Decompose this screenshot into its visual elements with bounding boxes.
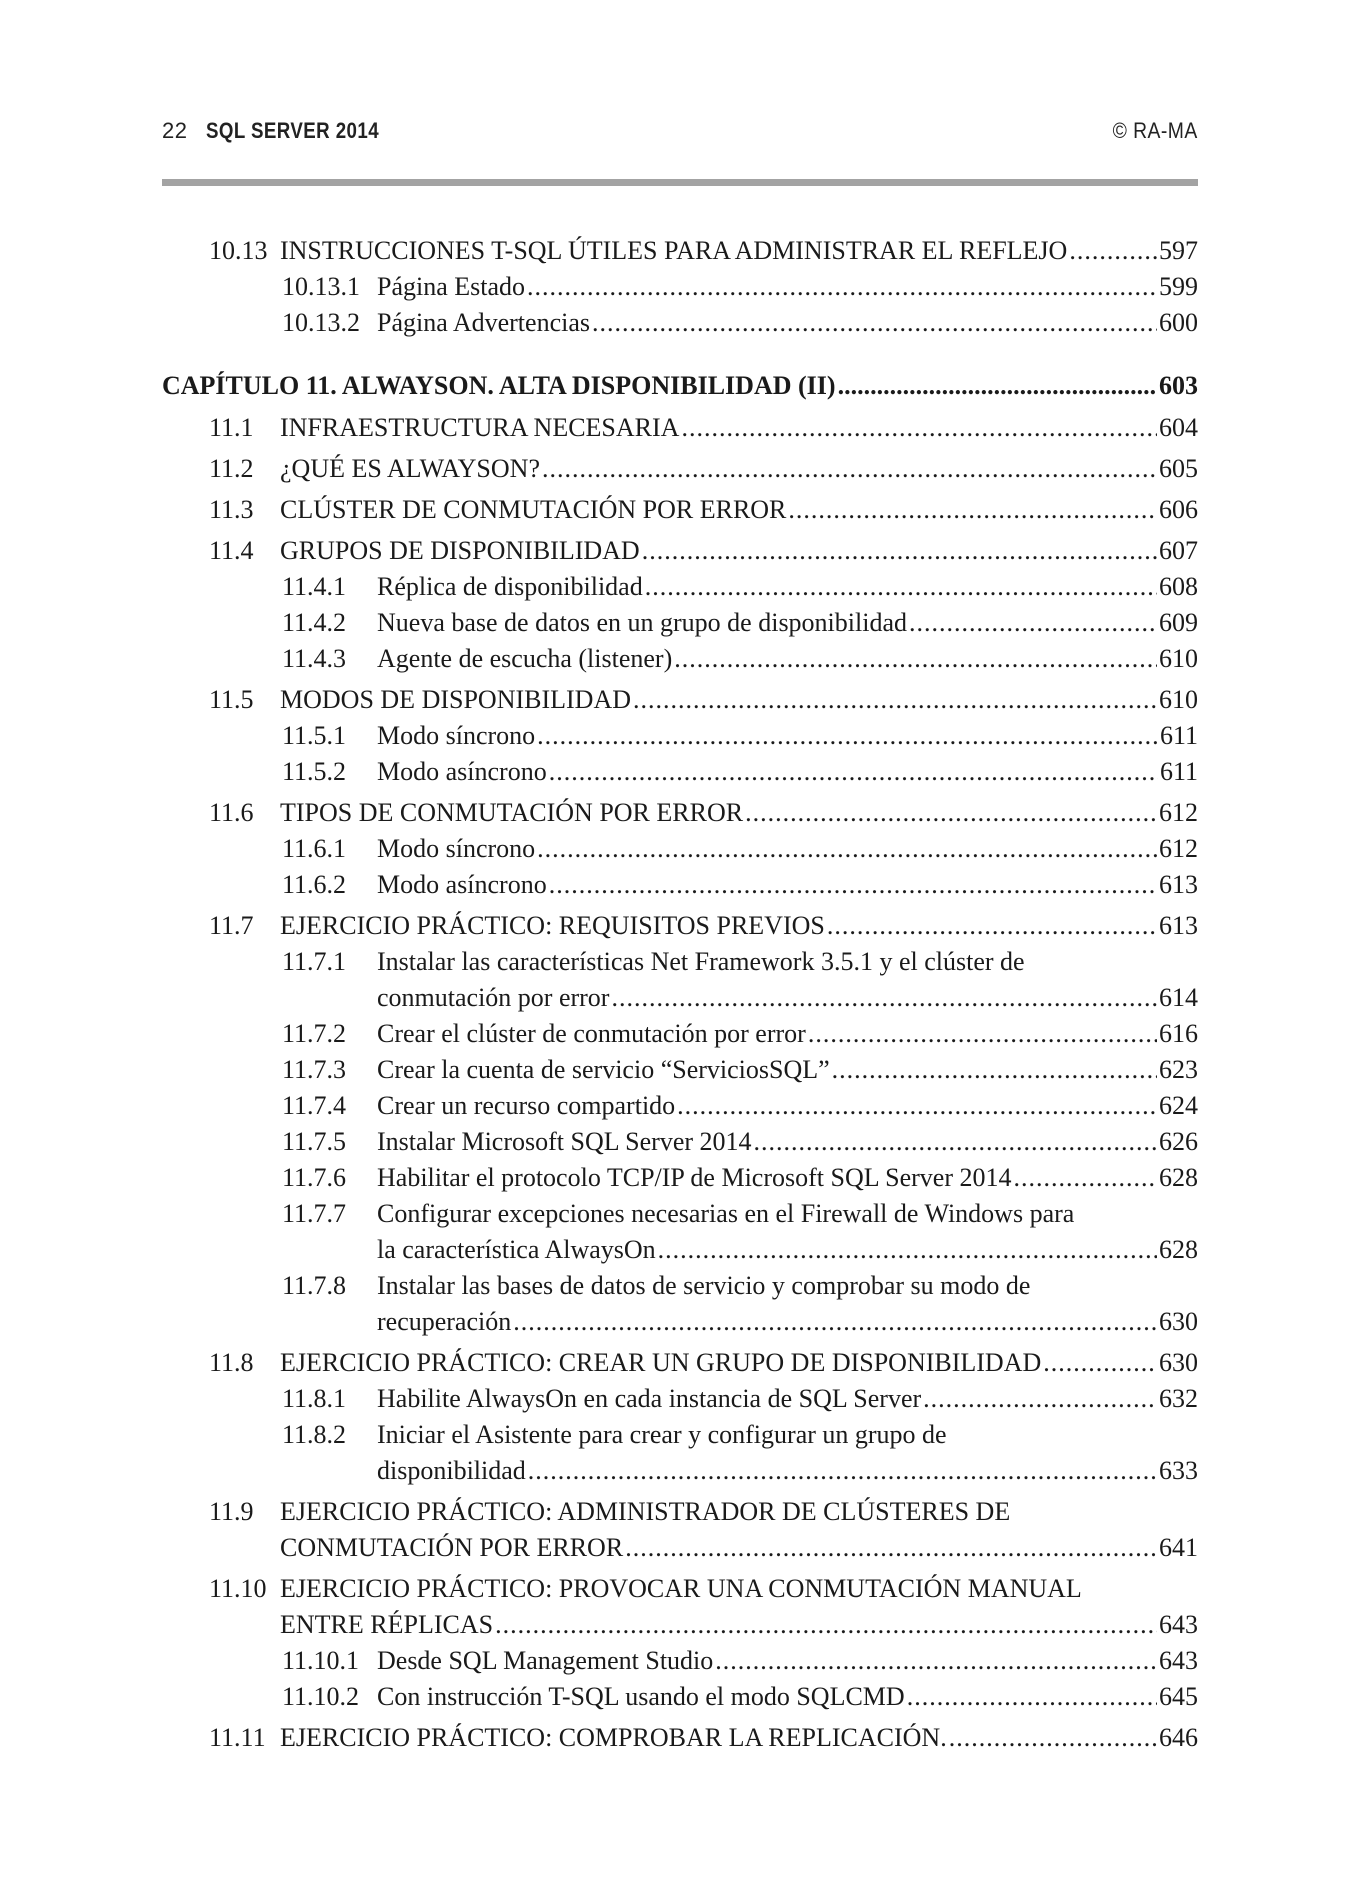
toc-line	[280, 233, 1198, 269]
toc-page: 646	[1159, 1723, 1198, 1752]
dot-leader	[549, 867, 1157, 903]
toc-page: 613	[1159, 870, 1198, 899]
toc-number: 11.7.5	[282, 1127, 347, 1156]
toc-number: 10.13.1	[282, 272, 360, 301]
toc-page: 643	[1159, 1646, 1198, 1675]
toc-line	[280, 908, 1198, 944]
dot-leader	[754, 1124, 1157, 1160]
dot-leader	[1043, 1345, 1157, 1381]
toc-title: MODOS DE DISPONIBILIDAD	[280, 685, 631, 714]
publisher-mark: © RA-MA	[1112, 118, 1198, 143]
toc-title: Modo asíncrono	[377, 757, 547, 786]
toc-title: Modo asíncrono	[377, 870, 547, 899]
toc-line	[280, 1607, 1198, 1643]
dot-leader	[674, 641, 1157, 677]
toc-line	[377, 269, 1198, 305]
toc-number: 11.2	[209, 454, 254, 483]
toc-title: Página Advertencias	[377, 308, 590, 337]
running-head	[162, 118, 1198, 148]
toc-number: 11.7.6	[282, 1163, 347, 1192]
toc-line	[377, 867, 1198, 903]
dot-leader	[495, 1607, 1157, 1643]
toc-title: EJERCICIO PRÁCTICO: REQUISITOS PREVIOS	[280, 911, 825, 940]
toc-line	[377, 1679, 1198, 1715]
toc-title: Página Estado	[377, 272, 526, 301]
toc-title: INFRAESTRUCTURA NECESARIA	[280, 413, 680, 442]
toc-page: 616	[1159, 1019, 1198, 1048]
toc-title: Réplica de disponibilidad	[377, 572, 643, 601]
toc-number: 11.10	[209, 1574, 267, 1603]
toc-page: 628	[1159, 1163, 1198, 1192]
chapter-title: CAPÍTULO 11. ALWAYSON. ALTA DISPONIBILIDAD (II)	[162, 371, 836, 400]
toc-number: 11.4.1	[282, 572, 347, 601]
toc-line	[280, 1571, 1198, 1607]
toc-number: 11.5	[209, 685, 254, 714]
toc-number: 11.4	[209, 536, 254, 565]
toc-page: 643	[1159, 1610, 1198, 1639]
toc-number: 11.9	[209, 1497, 254, 1526]
toc-title: Modo síncrono	[377, 721, 536, 750]
toc-number: 10.13	[209, 236, 268, 265]
dot-leader	[1014, 1160, 1158, 1196]
toc-line	[377, 1417, 1198, 1453]
toc-page: 628	[1159, 1235, 1198, 1264]
toc-page: 641	[1159, 1533, 1198, 1562]
toc-page: 645	[1159, 1682, 1198, 1711]
toc-page: 606	[1159, 495, 1198, 524]
toc-line	[377, 1268, 1198, 1304]
dot-leader	[542, 451, 1157, 487]
toc-line	[377, 1016, 1198, 1052]
toc-page: 624	[1159, 1091, 1198, 1120]
toc-line	[377, 831, 1198, 867]
toc-page: 633	[1159, 1456, 1198, 1485]
toc-title: recuperación	[377, 1307, 512, 1336]
toc-title: ¿QUÉ ES ALWAYSON?	[280, 454, 540, 483]
toc-title: conmutación por error	[377, 983, 610, 1012]
toc-line	[280, 1530, 1198, 1566]
dot-leader	[827, 908, 1157, 944]
toc-line	[377, 605, 1198, 641]
toc-page: 610	[1159, 644, 1198, 673]
dot-leader	[633, 682, 1157, 718]
dot-leader	[528, 1453, 1157, 1489]
toc-line	[377, 569, 1198, 605]
dot-leader	[527, 269, 1157, 305]
toc-number: 11.1	[209, 413, 254, 442]
dot-leader	[513, 1304, 1157, 1340]
toc-line	[377, 1124, 1198, 1160]
toc-title: EJERCICIO PRÁCTICO: CREAR UN GRUPO DE DISPONIBILIDAD	[280, 1348, 1042, 1377]
dot-leader	[838, 368, 1157, 404]
toc-number: 11.10.2	[282, 1682, 360, 1711]
toc-line	[377, 641, 1198, 677]
toc-line	[280, 1720, 1198, 1756]
toc-page: 600	[1159, 308, 1198, 337]
toc-page: 605	[1159, 454, 1198, 483]
dot-leader	[949, 1720, 1157, 1756]
dot-leader	[611, 980, 1157, 1016]
toc-page: 630	[1159, 1348, 1198, 1377]
dot-leader	[677, 1088, 1157, 1124]
toc-title: INSTRUCCIONES T-SQL ÚTILES PARA ADMINISTRAR EL REFLEJO	[280, 236, 1068, 265]
book-title: SQL SERVER 2014	[206, 118, 380, 143]
toc-number: 11.7.1	[282, 947, 347, 976]
toc-page: 613	[1159, 911, 1198, 940]
toc-title: GRUPOS DE DISPONIBILIDAD	[280, 536, 640, 565]
toc-line	[280, 492, 1198, 528]
toc-number: 11.4.3	[282, 644, 347, 673]
toc-page: 614	[1159, 983, 1198, 1012]
toc-line	[280, 410, 1198, 446]
dot-leader	[909, 605, 1157, 641]
toc-page: 603	[1159, 371, 1198, 400]
toc-page: 632	[1159, 1384, 1198, 1413]
dot-leader	[625, 1530, 1157, 1566]
toc-line	[377, 980, 1198, 1016]
dot-leader	[907, 1679, 1157, 1715]
toc-number: 11.11	[209, 1723, 266, 1752]
toc-number: 10.13.2	[282, 308, 360, 337]
toc-number: 11.3	[209, 495, 254, 524]
toc-number: 11.10.1	[282, 1646, 360, 1675]
toc-number: 11.7.7	[282, 1199, 347, 1228]
toc-number: 11.5.2	[282, 757, 347, 786]
toc-line	[377, 305, 1198, 341]
toc-title: CONMUTACIÓN POR ERROR	[280, 1533, 624, 1562]
header-rule	[162, 179, 1198, 186]
toc-page: 623	[1159, 1055, 1198, 1084]
dot-leader	[642, 533, 1157, 569]
toc-page: 607	[1159, 536, 1198, 565]
toc-title: Con instrucción T-SQL usando el modo SQLCMD	[377, 1682, 905, 1711]
toc-title: Instalar las características Net Framework 3.5.1 y el clúster de	[377, 947, 1025, 976]
toc-title: Crear el clúster de conmutación por error	[377, 1019, 806, 1048]
toc-line	[377, 754, 1198, 790]
toc-line	[280, 533, 1198, 569]
toc-number: 11.7.2	[282, 1019, 347, 1048]
toc-number: 11.8.1	[282, 1384, 347, 1413]
toc-title: EJERCICIO PRÁCTICO: COMPROBAR LA REPLICACIÓN.	[280, 1723, 947, 1752]
toc-title: CLÚSTER DE CONMUTACIÓN POR ERROR	[280, 495, 787, 524]
toc-page: 611	[1159, 757, 1198, 786]
toc-title: Iniciar el Asistente para crear y configurar un grupo de	[377, 1420, 947, 1449]
toc-title: Instalar Microsoft SQL Server 2014	[377, 1127, 752, 1156]
toc-page: 604	[1159, 413, 1198, 442]
toc-title: Crear un recurso compartido	[377, 1091, 676, 1120]
toc-line	[377, 1304, 1198, 1340]
toc-line	[377, 1232, 1198, 1268]
toc-number: 11.7.4	[282, 1091, 347, 1120]
toc-title: Habilitar el protocolo TCP/IP de Microsoft SQL Server 2014	[377, 1163, 1012, 1192]
toc-title: Habilite AlwaysOn en cada instancia de SQL Server	[377, 1384, 922, 1413]
toc-page: 609	[1159, 608, 1198, 637]
page-number: 22	[162, 118, 188, 143]
toc-line	[377, 1381, 1198, 1417]
toc-line	[280, 682, 1198, 718]
toc-title: Agente de escucha (listener)	[377, 644, 673, 673]
toc-number: 11.5.1	[282, 721, 347, 750]
toc-line	[377, 1643, 1198, 1679]
toc-title: EJERCICIO PRÁCTICO: ADMINISTRADOR DE CLÚSTERES DE	[280, 1497, 1011, 1526]
dot-leader	[923, 1381, 1157, 1417]
toc-line	[377, 1453, 1198, 1489]
toc-line	[280, 1345, 1198, 1381]
toc-title: Configurar excepciones necesarias en el Firewall de Windows para	[377, 1199, 1075, 1228]
toc-line	[377, 944, 1198, 980]
dot-leader	[745, 795, 1157, 831]
toc-number: 11.7.3	[282, 1055, 347, 1084]
dot-leader	[592, 305, 1157, 341]
toc-line	[377, 718, 1198, 754]
toc-page: 626	[1159, 1127, 1198, 1156]
toc-page: 608	[1159, 572, 1198, 601]
dot-leader	[658, 1232, 1157, 1268]
toc-line	[162, 368, 1198, 404]
toc-title: Crear la cuenta de servicio “ServiciosSQL”	[377, 1055, 830, 1084]
toc-page: 611	[1159, 721, 1198, 750]
toc-page: 612	[1159, 834, 1198, 863]
toc-number: 11.4.2	[282, 608, 347, 637]
toc-page: 597	[1159, 236, 1198, 265]
toc-number: 11.6.2	[282, 870, 347, 899]
dot-leader	[645, 569, 1157, 605]
toc-title: disponibilidad	[377, 1456, 526, 1485]
toc-page: 610	[1159, 685, 1198, 714]
dot-leader	[715, 1643, 1157, 1679]
toc-title: TIPOS DE CONMUTACIÓN POR ERROR	[280, 798, 744, 827]
toc-page: 599	[1159, 272, 1198, 301]
toc-title: Instalar las bases de datos de servicio y comprobar su modo de	[377, 1271, 1031, 1300]
toc-line	[377, 1196, 1198, 1232]
toc-number: 11.8.2	[282, 1420, 347, 1449]
dot-leader	[681, 410, 1157, 446]
toc-line	[377, 1088, 1198, 1124]
toc-line	[377, 1052, 1198, 1088]
dot-leader	[537, 831, 1157, 867]
toc-number: 11.7.8	[282, 1271, 347, 1300]
toc-title: la característica AlwaysOn	[377, 1235, 656, 1264]
toc-title: Nueva base de datos en un grupo de disponibilidad	[377, 608, 907, 637]
toc-title: ENTRE RÉPLICAS	[280, 1610, 494, 1639]
toc-number: 11.8	[209, 1348, 254, 1377]
dot-leader	[549, 754, 1158, 790]
toc-line	[280, 1494, 1198, 1530]
toc-page: 612	[1159, 798, 1198, 827]
toc-number: 11.6.1	[282, 834, 347, 863]
toc-number: 11.6	[209, 798, 254, 827]
dot-leader	[788, 492, 1157, 528]
toc-title: Modo síncrono	[377, 834, 536, 863]
dot-leader	[537, 718, 1158, 754]
toc-line	[377, 1160, 1198, 1196]
dot-leader	[808, 1016, 1157, 1052]
toc-page: 630	[1159, 1307, 1198, 1336]
toc-number: 11.7	[209, 911, 254, 940]
dot-leader	[832, 1052, 1157, 1088]
toc-title: EJERCICIO PRÁCTICO: PROVOCAR UNA CONMUTACIÓN MANUAL	[280, 1574, 1082, 1603]
toc-line	[280, 795, 1198, 831]
toc-title: Desde SQL Management Studio	[377, 1646, 714, 1675]
dot-leader	[1069, 233, 1157, 269]
toc-line	[280, 451, 1198, 487]
